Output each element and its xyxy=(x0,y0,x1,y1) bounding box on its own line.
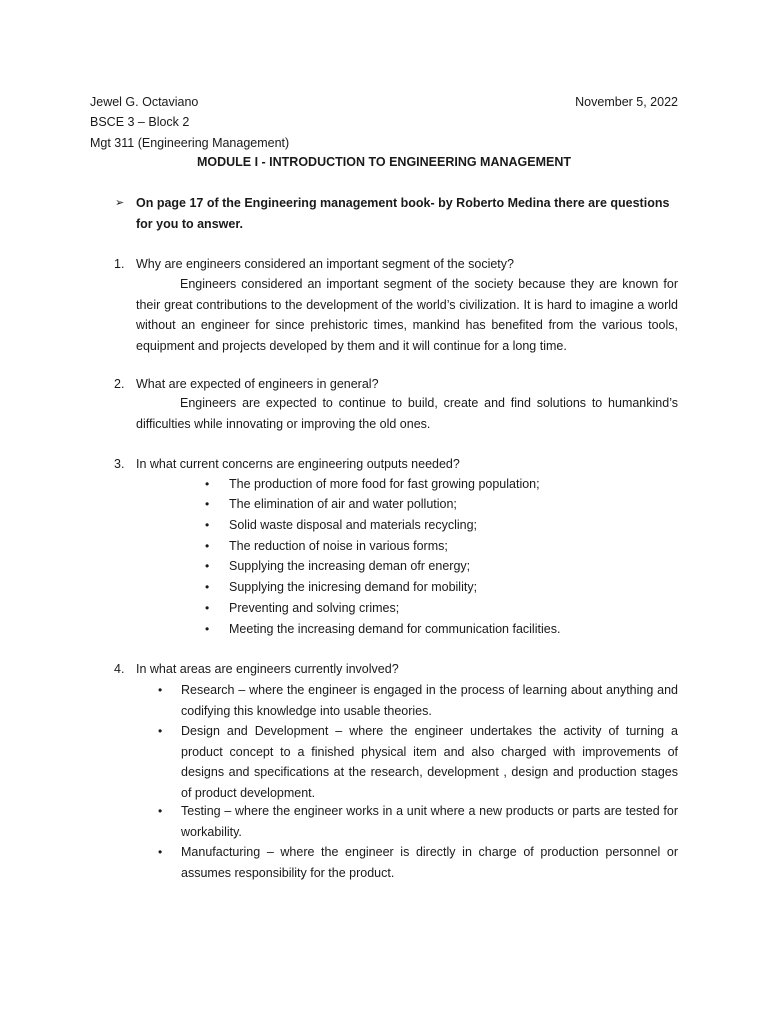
list-item: Meeting the increasing demand for communication facilities. xyxy=(229,622,561,636)
list-item: Research – where the engineer is engaged in the process of learning about anything and codifying this knowledge into usable theories. xyxy=(181,683,678,718)
bullet-icon: • xyxy=(158,724,163,738)
bullet-icon: • xyxy=(158,845,163,859)
list-item: Supplying the increasing deman ofr energy; xyxy=(229,559,471,573)
list-item: The elimination of air and water pollution; xyxy=(229,497,457,511)
question-text: In what areas are engineers currently involved? xyxy=(136,662,399,676)
bullet-icon: • xyxy=(205,622,210,636)
bullet-icon: • xyxy=(205,518,210,532)
question-number: 4. xyxy=(114,662,125,676)
bullet-icon: • xyxy=(205,477,210,491)
bullet-icon: • xyxy=(205,539,210,553)
question-number: 3. xyxy=(114,457,125,471)
question-number: 1. xyxy=(114,257,125,271)
bullet-icon: • xyxy=(205,559,210,573)
document-date: November 5, 2022 xyxy=(575,95,678,109)
bullet-icon: • xyxy=(158,804,163,818)
list-item: The reduction of noise in various forms; xyxy=(229,539,448,553)
arrow-bullet-icon: ➢ xyxy=(115,197,125,209)
question-text: In what current concerns are engineering outputs needed? xyxy=(136,457,460,471)
list-item: Manufacturing – where the engineer is directly in charge of production personnel or assumes responsibility for the product. xyxy=(181,845,678,880)
list-item: Testing – where the engineer works in a unit where a new products or parts are tested for workability. xyxy=(181,804,678,839)
bullet-icon: • xyxy=(205,497,210,511)
list-item: Design and Development – where the engineer undertakes the activity of turning a product concept to a finished physical item and also charged with improvements of designs and specifications at the research, development , design and production stages of product development. xyxy=(181,724,678,800)
answer-text: Engineers are expected to continue to build, create and find solutions to humankind’s difficulties while innovating or improving the old ones. xyxy=(136,396,678,431)
bullet-icon: • xyxy=(158,683,163,697)
list-item: Preventing and solving crimes; xyxy=(229,601,400,615)
bullet-icon: • xyxy=(205,580,210,594)
list-item: Supplying the inicresing demand for mobility; xyxy=(229,580,478,594)
question-text: What are expected of engineers in general? xyxy=(136,377,379,391)
course-name: Mgt 311 (Engineering Management) xyxy=(90,136,290,150)
student-section: BSCE 3 – Block 2 xyxy=(90,115,190,129)
question-text: Why are engineers considered an important segment of the society? xyxy=(136,257,514,271)
bullet-icon: • xyxy=(205,601,210,615)
author-name: Jewel G. Octaviano xyxy=(90,95,199,109)
answer-text: Engineers considered an important segment of the society because they are known for their great contributions to the development of the world’s civilization. It is hard to imagine a world without an engineer for since prehistoric times, mankind has benefited from the various tools, equipment and projects developed by them and it will continue for a long time. xyxy=(136,277,678,353)
list-item: Solid waste disposal and materials recycling; xyxy=(229,518,478,532)
question-number: 2. xyxy=(114,377,125,391)
list-item: The production of more food for fast growing population; xyxy=(229,477,540,491)
intro-text: On page 17 of the Engineering management book- by Roberto Medina there are questions for you to answer. xyxy=(136,196,670,231)
module-title: MODULE I - INTRODUCTION TO ENGINEERING MANAGEMENT xyxy=(196,155,572,169)
